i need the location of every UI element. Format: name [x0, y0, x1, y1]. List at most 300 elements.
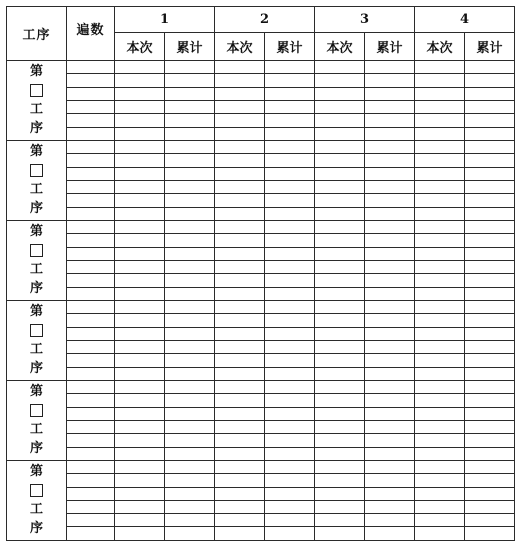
value-cell[interactable]	[365, 314, 415, 327]
value-cell[interactable]	[165, 260, 215, 273]
value-cell[interactable]	[365, 474, 415, 487]
value-cell[interactable]	[365, 61, 415, 74]
value-cell[interactable]	[315, 367, 365, 380]
value-cell[interactable]	[215, 167, 265, 180]
value-cell[interactable]	[315, 127, 365, 140]
value-cell[interactable]	[465, 127, 515, 140]
value-cell[interactable]	[465, 247, 515, 260]
value-cell[interactable]	[165, 460, 215, 473]
value-cell[interactable]	[215, 154, 265, 167]
value-cell[interactable]	[115, 327, 165, 340]
value-cell[interactable]	[315, 474, 365, 487]
value-cell[interactable]	[215, 127, 265, 140]
value-cell[interactable]	[265, 74, 315, 87]
value-cell[interactable]	[165, 167, 215, 180]
value-cell[interactable]	[415, 180, 465, 193]
value-cell[interactable]	[415, 394, 465, 407]
value-cell[interactable]	[415, 87, 465, 100]
count-cell[interactable]	[67, 87, 115, 100]
value-cell[interactable]	[115, 114, 165, 127]
value-cell[interactable]	[265, 87, 315, 100]
value-cell[interactable]	[115, 127, 165, 140]
value-cell[interactable]	[415, 367, 465, 380]
value-cell[interactable]	[165, 140, 215, 153]
value-cell[interactable]	[215, 287, 265, 300]
value-cell[interactable]	[265, 220, 315, 233]
value-cell[interactable]	[115, 420, 165, 433]
value-cell[interactable]	[365, 447, 415, 460]
value-cell[interactable]	[365, 180, 415, 193]
value-cell[interactable]	[265, 300, 315, 313]
value-cell[interactable]	[315, 487, 365, 500]
value-cell[interactable]	[465, 340, 515, 353]
count-cell[interactable]	[67, 207, 115, 220]
value-cell[interactable]	[415, 167, 465, 180]
count-cell[interactable]	[67, 180, 115, 193]
value-cell[interactable]	[415, 140, 465, 153]
value-cell[interactable]	[165, 340, 215, 353]
value-cell[interactable]	[165, 74, 215, 87]
value-cell[interactable]	[465, 527, 515, 541]
value-cell[interactable]	[415, 300, 465, 313]
value-cell[interactable]	[315, 500, 365, 513]
value-cell[interactable]	[115, 474, 165, 487]
value-cell[interactable]	[365, 207, 415, 220]
value-cell[interactable]	[165, 474, 215, 487]
value-cell[interactable]	[215, 234, 265, 247]
value-cell[interactable]	[365, 460, 415, 473]
value-cell[interactable]	[465, 167, 515, 180]
value-cell[interactable]	[365, 407, 415, 420]
value-cell[interactable]	[265, 340, 315, 353]
value-cell[interactable]	[265, 167, 315, 180]
value-cell[interactable]	[115, 180, 165, 193]
value-cell[interactable]	[215, 407, 265, 420]
count-cell[interactable]	[67, 114, 115, 127]
value-cell[interactable]	[165, 114, 215, 127]
count-cell[interactable]	[67, 234, 115, 247]
value-cell[interactable]	[115, 514, 165, 527]
value-cell[interactable]	[115, 447, 165, 460]
value-cell[interactable]	[315, 314, 365, 327]
value-cell[interactable]	[165, 447, 215, 460]
value-cell[interactable]	[265, 487, 315, 500]
value-cell[interactable]	[465, 394, 515, 407]
count-cell[interactable]	[67, 100, 115, 113]
value-cell[interactable]	[115, 380, 165, 393]
count-cell[interactable]	[67, 274, 115, 287]
count-cell[interactable]	[67, 340, 115, 353]
value-cell[interactable]	[315, 447, 365, 460]
value-cell[interactable]	[165, 274, 215, 287]
value-cell[interactable]	[265, 247, 315, 260]
count-cell[interactable]	[67, 420, 115, 433]
value-cell[interactable]	[465, 140, 515, 153]
value-cell[interactable]	[115, 207, 165, 220]
value-cell[interactable]	[165, 394, 215, 407]
value-cell[interactable]	[415, 234, 465, 247]
value-cell[interactable]	[265, 407, 315, 420]
value-cell[interactable]	[265, 327, 315, 340]
value-cell[interactable]	[265, 434, 315, 447]
value-cell[interactable]	[365, 154, 415, 167]
value-cell[interactable]	[465, 87, 515, 100]
value-cell[interactable]	[465, 154, 515, 167]
count-cell[interactable]	[67, 447, 115, 460]
value-cell[interactable]	[115, 100, 165, 113]
value-cell[interactable]	[315, 514, 365, 527]
value-cell[interactable]	[265, 380, 315, 393]
value-cell[interactable]	[415, 487, 465, 500]
value-cell[interactable]	[215, 514, 265, 527]
count-cell[interactable]	[67, 394, 115, 407]
count-cell[interactable]	[67, 367, 115, 380]
value-cell[interactable]	[265, 474, 315, 487]
value-cell[interactable]	[465, 61, 515, 74]
value-cell[interactable]	[215, 380, 265, 393]
value-cell[interactable]	[365, 114, 415, 127]
value-cell[interactable]	[315, 340, 365, 353]
value-cell[interactable]	[415, 354, 465, 367]
value-cell[interactable]	[265, 500, 315, 513]
value-cell[interactable]	[415, 74, 465, 87]
value-cell[interactable]	[265, 114, 315, 127]
value-cell[interactable]	[315, 180, 365, 193]
value-cell[interactable]	[165, 300, 215, 313]
value-cell[interactable]	[265, 460, 315, 473]
value-cell[interactable]	[115, 140, 165, 153]
value-cell[interactable]	[265, 127, 315, 140]
value-cell[interactable]	[315, 527, 365, 541]
value-cell[interactable]	[115, 407, 165, 420]
value-cell[interactable]	[465, 380, 515, 393]
value-cell[interactable]	[365, 274, 415, 287]
value-cell[interactable]	[265, 194, 315, 207]
value-cell[interactable]	[215, 527, 265, 541]
value-cell[interactable]	[265, 154, 315, 167]
count-cell[interactable]	[67, 327, 115, 340]
value-cell[interactable]	[115, 247, 165, 260]
value-cell[interactable]	[215, 354, 265, 367]
value-cell[interactable]	[315, 287, 365, 300]
value-cell[interactable]	[215, 180, 265, 193]
stage-number-box[interactable]	[30, 164, 43, 177]
value-cell[interactable]	[215, 61, 265, 74]
value-cell[interactable]	[215, 274, 265, 287]
value-cell[interactable]	[315, 460, 365, 473]
value-cell[interactable]	[415, 314, 465, 327]
value-cell[interactable]	[215, 114, 265, 127]
value-cell[interactable]	[265, 354, 315, 367]
value-cell[interactable]	[365, 260, 415, 273]
value-cell[interactable]	[165, 514, 215, 527]
value-cell[interactable]	[165, 154, 215, 167]
value-cell[interactable]	[265, 527, 315, 541]
value-cell[interactable]	[165, 527, 215, 541]
value-cell[interactable]	[215, 487, 265, 500]
value-cell[interactable]	[115, 354, 165, 367]
value-cell[interactable]	[365, 87, 415, 100]
value-cell[interactable]	[315, 207, 365, 220]
value-cell[interactable]	[365, 340, 415, 353]
value-cell[interactable]	[115, 340, 165, 353]
value-cell[interactable]	[465, 474, 515, 487]
value-cell[interactable]	[365, 220, 415, 233]
value-cell[interactable]	[115, 527, 165, 541]
count-cell[interactable]	[67, 167, 115, 180]
value-cell[interactable]	[365, 167, 415, 180]
value-cell[interactable]	[415, 474, 465, 487]
value-cell[interactable]	[215, 447, 265, 460]
value-cell[interactable]	[415, 340, 465, 353]
value-cell[interactable]	[265, 100, 315, 113]
stage-number-box[interactable]	[30, 84, 43, 97]
value-cell[interactable]	[365, 247, 415, 260]
value-cell[interactable]	[415, 514, 465, 527]
value-cell[interactable]	[265, 287, 315, 300]
value-cell[interactable]	[365, 394, 415, 407]
value-cell[interactable]	[165, 380, 215, 393]
value-cell[interactable]	[265, 394, 315, 407]
value-cell[interactable]	[265, 420, 315, 433]
value-cell[interactable]	[365, 100, 415, 113]
value-cell[interactable]	[165, 180, 215, 193]
value-cell[interactable]	[265, 207, 315, 220]
value-cell[interactable]	[365, 380, 415, 393]
value-cell[interactable]	[415, 194, 465, 207]
value-cell[interactable]	[315, 140, 365, 153]
value-cell[interactable]	[115, 300, 165, 313]
value-cell[interactable]	[315, 380, 365, 393]
value-cell[interactable]	[265, 180, 315, 193]
value-cell[interactable]	[165, 194, 215, 207]
value-cell[interactable]	[265, 367, 315, 380]
value-cell[interactable]	[365, 74, 415, 87]
count-cell[interactable]	[67, 460, 115, 473]
count-cell[interactable]	[67, 300, 115, 313]
value-cell[interactable]	[215, 500, 265, 513]
value-cell[interactable]	[215, 74, 265, 87]
value-cell[interactable]	[115, 460, 165, 473]
value-cell[interactable]	[265, 447, 315, 460]
value-cell[interactable]	[115, 234, 165, 247]
value-cell[interactable]	[465, 287, 515, 300]
value-cell[interactable]	[315, 407, 365, 420]
value-cell[interactable]	[215, 367, 265, 380]
count-cell[interactable]	[67, 74, 115, 87]
value-cell[interactable]	[265, 234, 315, 247]
value-cell[interactable]	[465, 74, 515, 87]
value-cell[interactable]	[165, 100, 215, 113]
value-cell[interactable]	[165, 327, 215, 340]
value-cell[interactable]	[115, 194, 165, 207]
value-cell[interactable]	[165, 500, 215, 513]
value-cell[interactable]	[465, 447, 515, 460]
value-cell[interactable]	[465, 234, 515, 247]
value-cell[interactable]	[415, 380, 465, 393]
value-cell[interactable]	[115, 487, 165, 500]
value-cell[interactable]	[465, 367, 515, 380]
value-cell[interactable]	[115, 394, 165, 407]
value-cell[interactable]	[415, 61, 465, 74]
count-cell[interactable]	[67, 354, 115, 367]
value-cell[interactable]	[315, 154, 365, 167]
value-cell[interactable]	[315, 420, 365, 433]
value-cell[interactable]	[315, 87, 365, 100]
value-cell[interactable]	[315, 394, 365, 407]
value-cell[interactable]	[415, 527, 465, 541]
value-cell[interactable]	[215, 314, 265, 327]
count-cell[interactable]	[67, 527, 115, 541]
value-cell[interactable]	[115, 154, 165, 167]
value-cell[interactable]	[415, 274, 465, 287]
value-cell[interactable]	[465, 434, 515, 447]
stage-number-box[interactable]	[30, 484, 43, 497]
value-cell[interactable]	[115, 287, 165, 300]
value-cell[interactable]	[365, 234, 415, 247]
value-cell[interactable]	[415, 220, 465, 233]
value-cell[interactable]	[465, 114, 515, 127]
value-cell[interactable]	[115, 87, 165, 100]
stage-number-box[interactable]	[30, 324, 43, 337]
value-cell[interactable]	[215, 87, 265, 100]
value-cell[interactable]	[115, 260, 165, 273]
value-cell[interactable]	[465, 274, 515, 287]
value-cell[interactable]	[115, 500, 165, 513]
value-cell[interactable]	[415, 327, 465, 340]
value-cell[interactable]	[465, 180, 515, 193]
value-cell[interactable]	[465, 300, 515, 313]
value-cell[interactable]	[315, 100, 365, 113]
value-cell[interactable]	[165, 434, 215, 447]
count-cell[interactable]	[67, 487, 115, 500]
value-cell[interactable]	[265, 314, 315, 327]
value-cell[interactable]	[415, 460, 465, 473]
value-cell[interactable]	[415, 287, 465, 300]
value-cell[interactable]	[415, 500, 465, 513]
value-cell[interactable]	[115, 434, 165, 447]
value-cell[interactable]	[265, 260, 315, 273]
count-cell[interactable]	[67, 260, 115, 273]
value-cell[interactable]	[265, 274, 315, 287]
value-cell[interactable]	[315, 354, 365, 367]
value-cell[interactable]	[165, 247, 215, 260]
count-cell[interactable]	[67, 287, 115, 300]
value-cell[interactable]	[315, 220, 365, 233]
value-cell[interactable]	[165, 234, 215, 247]
value-cell[interactable]	[115, 220, 165, 233]
value-cell[interactable]	[165, 367, 215, 380]
value-cell[interactable]	[365, 434, 415, 447]
value-cell[interactable]	[315, 234, 365, 247]
value-cell[interactable]	[315, 167, 365, 180]
value-cell[interactable]	[115, 74, 165, 87]
value-cell[interactable]	[365, 327, 415, 340]
value-cell[interactable]	[415, 407, 465, 420]
value-cell[interactable]	[415, 114, 465, 127]
value-cell[interactable]	[215, 207, 265, 220]
value-cell[interactable]	[265, 514, 315, 527]
value-cell[interactable]	[365, 487, 415, 500]
value-cell[interactable]	[415, 154, 465, 167]
value-cell[interactable]	[465, 207, 515, 220]
value-cell[interactable]	[165, 207, 215, 220]
value-cell[interactable]	[215, 247, 265, 260]
value-cell[interactable]	[215, 220, 265, 233]
value-cell[interactable]	[315, 300, 365, 313]
value-cell[interactable]	[415, 127, 465, 140]
stage-number-box[interactable]	[30, 404, 43, 417]
value-cell[interactable]	[215, 420, 265, 433]
value-cell[interactable]	[165, 127, 215, 140]
value-cell[interactable]	[465, 460, 515, 473]
value-cell[interactable]	[465, 194, 515, 207]
value-cell[interactable]	[465, 314, 515, 327]
value-cell[interactable]	[315, 114, 365, 127]
value-cell[interactable]	[315, 61, 365, 74]
value-cell[interactable]	[415, 420, 465, 433]
value-cell[interactable]	[315, 434, 365, 447]
value-cell[interactable]	[365, 527, 415, 541]
value-cell[interactable]	[215, 100, 265, 113]
value-cell[interactable]	[215, 260, 265, 273]
count-cell[interactable]	[67, 514, 115, 527]
value-cell[interactable]	[465, 407, 515, 420]
count-cell[interactable]	[67, 194, 115, 207]
value-cell[interactable]	[115, 61, 165, 74]
value-cell[interactable]	[365, 127, 415, 140]
value-cell[interactable]	[365, 140, 415, 153]
value-cell[interactable]	[365, 300, 415, 313]
value-cell[interactable]	[415, 447, 465, 460]
value-cell[interactable]	[365, 420, 415, 433]
value-cell[interactable]	[315, 74, 365, 87]
value-cell[interactable]	[365, 514, 415, 527]
value-cell[interactable]	[415, 247, 465, 260]
value-cell[interactable]	[465, 487, 515, 500]
value-cell[interactable]	[465, 100, 515, 113]
count-cell[interactable]	[67, 380, 115, 393]
value-cell[interactable]	[365, 500, 415, 513]
value-cell[interactable]	[265, 140, 315, 153]
value-cell[interactable]	[165, 220, 215, 233]
value-cell[interactable]	[315, 327, 365, 340]
count-cell[interactable]	[67, 61, 115, 74]
value-cell[interactable]	[315, 260, 365, 273]
count-cell[interactable]	[67, 220, 115, 233]
value-cell[interactable]	[165, 354, 215, 367]
count-cell[interactable]	[67, 314, 115, 327]
count-cell[interactable]	[67, 474, 115, 487]
count-cell[interactable]	[67, 127, 115, 140]
count-cell[interactable]	[67, 140, 115, 153]
count-cell[interactable]	[67, 434, 115, 447]
value-cell[interactable]	[215, 434, 265, 447]
value-cell[interactable]	[215, 140, 265, 153]
value-cell[interactable]	[115, 367, 165, 380]
value-cell[interactable]	[265, 61, 315, 74]
value-cell[interactable]	[165, 420, 215, 433]
count-cell[interactable]	[67, 500, 115, 513]
value-cell[interactable]	[215, 300, 265, 313]
value-cell[interactable]	[165, 87, 215, 100]
value-cell[interactable]	[115, 274, 165, 287]
value-cell[interactable]	[365, 354, 415, 367]
value-cell[interactable]	[415, 260, 465, 273]
value-cell[interactable]	[165, 287, 215, 300]
value-cell[interactable]	[165, 407, 215, 420]
value-cell[interactable]	[465, 514, 515, 527]
